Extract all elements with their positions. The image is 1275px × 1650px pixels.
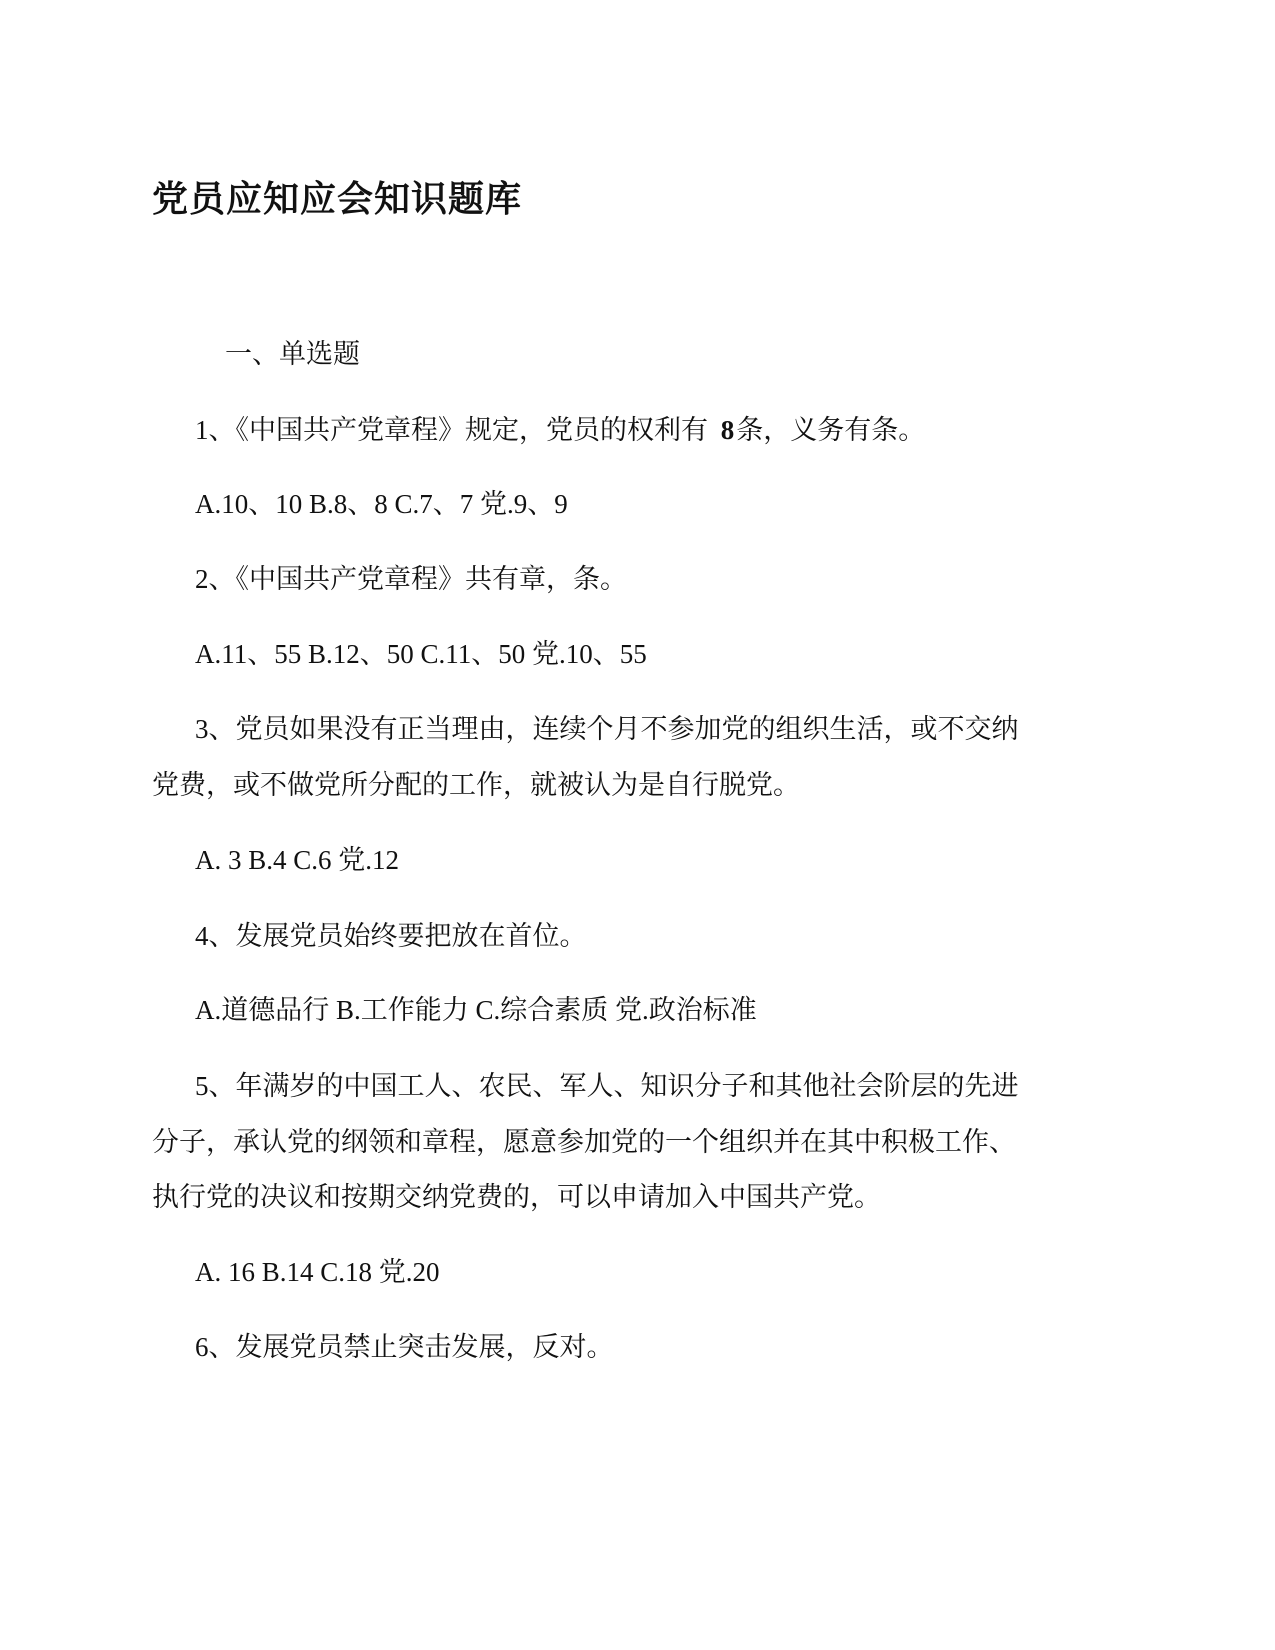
question-4: 4、发展党员始终要把放在首位。 (195, 921, 587, 951)
question-5-options: A. 16 B.14 C.18 党.20 (195, 1257, 440, 1287)
question-5-line-1: 5、年满岁的中国工人、农民、军人、知识分子和其他社会阶层的先进 (195, 1071, 1019, 1101)
question-1-number: 8 (720, 415, 735, 445)
question-1-options: A.10、10 B.8、8 C.7、7 党.9、9 (195, 489, 568, 519)
question-1 (195, 410, 925, 450)
question-5-line-2: 分子，承认党的纲领和章程，愿意参加党的一个组织并在其中积极工作、 (152, 1127, 1016, 1157)
question-4-options: A.道德品行 B.工作能力 C.综合素质 党.政治标准 (195, 995, 757, 1025)
question-2: 2、《中国共产党章程》共有章，条。 (195, 564, 627, 594)
section-heading: 一、单选题 (225, 339, 360, 369)
question-5-line-3: 执行党的决议和按期交纳党费的，可以申请加入中国共产党。 (152, 1182, 881, 1212)
question-3-line-1: 3、党员如果没有正当理由，连续个月不参加党的组织生活，或不交纳 (195, 714, 1019, 744)
question-1-text-pre: 1、《中国共产党章程》规定，党员的权利有 (195, 415, 708, 445)
document-title: 党员应知应会知识题库 (152, 179, 523, 220)
question-3-line-2: 党费，或不做党所分配的工作，就被认为是自行脱党。 (152, 770, 800, 800)
question-1-text-post: 条，义务有条。 (736, 415, 926, 445)
question-6: 6、发展党员禁止突击发展，反对。 (195, 1332, 614, 1362)
question-3-options: A. 3 B.4 C.6 党.12 (195, 845, 400, 875)
question-2-options: A.11、55 B.12、50 C.11、50 党.10、55 (195, 639, 647, 669)
